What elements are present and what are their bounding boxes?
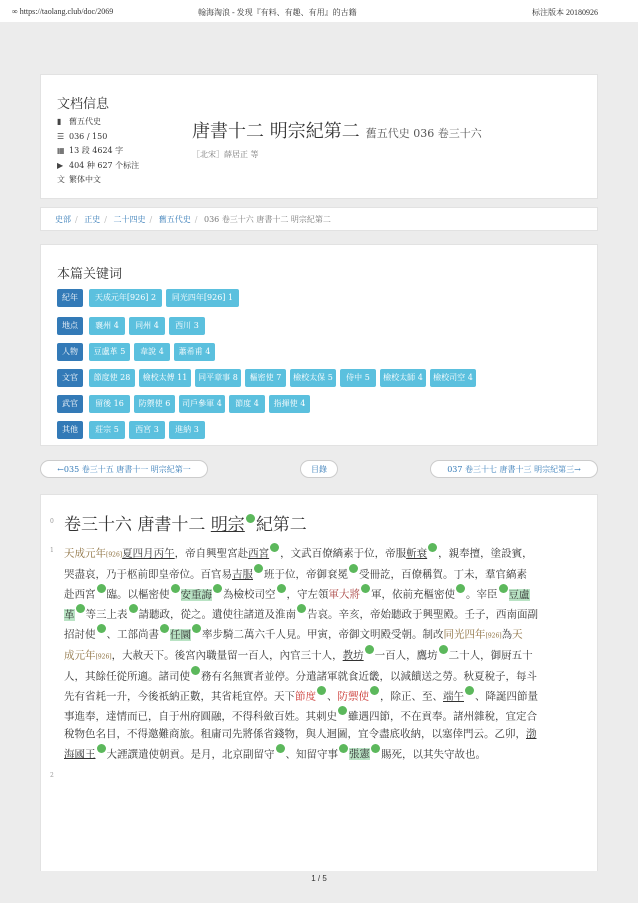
annotation-dot[interactable] [371, 744, 380, 753]
annotation-dot[interactable] [428, 543, 437, 552]
text-segment: 事進奉，達情而已，自于州府圓融，不得科斂百姓。其刺史 [64, 710, 337, 723]
annotated-term[interactable]: 防禦使 [337, 690, 369, 703]
text-segment: 、 [327, 690, 338, 703]
text-line [64, 645, 584, 666]
chapter-title: 卷三十六 唐書十二 明宗 紀第二 [64, 515, 307, 535]
keyword-tag[interactable]: 蕭希甫 4 [174, 343, 215, 361]
keyword-tag[interactable]: 西川 3 [169, 317, 205, 335]
annotation-dot[interactable] [277, 584, 286, 593]
annotated-term[interactable]: 軍大將 [328, 588, 360, 601]
annotated-term[interactable]: 教坊 [342, 649, 364, 662]
keywords-card [40, 244, 598, 446]
paragraph-number: 1 [50, 547, 54, 554]
grid-icon: ▦ [57, 146, 65, 155]
info-item-book: ▮ 舊五代史 [57, 115, 139, 130]
keyword-category[interactable]: 紀年 [57, 289, 83, 307]
annotation-dot[interactable] [349, 564, 358, 573]
text-segment: 、降誕四節量 [475, 690, 538, 703]
keyword-tag[interactable]: 檢校太師 4 [380, 369, 426, 387]
index-button[interactable]: 目錄 [300, 460, 338, 478]
text-segment: 率步騎二萬六千人見。甲寅，帝御文明殿受朝。制改 [202, 628, 444, 641]
keyword-row [57, 395, 587, 413]
text-line [64, 706, 584, 726]
version-label: 标注版本 20180926 [532, 8, 598, 17]
list-icon: ☰ [57, 131, 65, 141]
annotation-dot[interactable] [246, 514, 255, 523]
keyword-tag[interactable]: 莊宗 5 [89, 421, 125, 439]
text-line [64, 744, 584, 764]
text-segment: 告哀。辛亥，帝始聽政于興聖殿。壬子，西南面副 [307, 608, 538, 621]
keywords-heading: 本篇关键词 [57, 267, 123, 282]
annotated-term[interactable]: 成元年 [64, 649, 96, 662]
site-title: 翰海淘浪 - 发现『有料、有趣、有用』的古籍 [198, 8, 357, 17]
keyword-tag[interactable]: 豆盧革 5 [89, 343, 130, 361]
text-segment: 哭盡哀，乃于柩前即皇帝位。百官易 [64, 568, 232, 581]
annotation-dot[interactable] [439, 645, 448, 654]
text-segment: 人，其餘任從所適。諸司使 [64, 670, 190, 683]
text-segment: 臨。以樞密使 [106, 588, 170, 601]
text-segment: 先有省耗一升，今後祇納正數，其省耗宜停。天下 [64, 690, 295, 703]
text-line [64, 543, 584, 564]
keyword-tag[interactable]: 檢校太保 5 [290, 369, 336, 387]
text-segment: ，親奉擅，塗設賓， [438, 547, 533, 560]
text-line [64, 584, 584, 604]
keyword-tag[interactable]: 檢校司空 4 [430, 369, 476, 387]
keyword-tag[interactable]: 樞密使 7 [245, 369, 286, 387]
annotation-dot[interactable] [361, 584, 370, 593]
keyword-category[interactable]: 文官 [57, 369, 83, 387]
annotation-dot[interactable] [339, 744, 348, 753]
text-segment: 受冊訖，百僚稱賀。丁未，羣官縞素 [359, 568, 527, 581]
info-item-tags: ▶ 404 种 627 个标注 [57, 159, 139, 174]
keyword-tag[interactable]: 同平章事 8 [195, 369, 241, 387]
keyword-tag[interactable]: 節度 4 [229, 395, 265, 413]
breadcrumb-item[interactable]: 史部 [55, 215, 71, 224]
annotation-dot[interactable] [370, 686, 379, 695]
annotated-term[interactable]: 端午 [443, 690, 464, 703]
text-segment: 為檢校司空 [223, 588, 276, 601]
keyword-tag[interactable]: 襄州 4 [89, 317, 125, 335]
keyword-tag[interactable]: 防禦使 6 [134, 395, 175, 413]
breadcrumb-item[interactable]: 二十四史 [113, 215, 146, 224]
text-segment: 軍，依前充樞密使 [371, 588, 455, 601]
keyword-tag[interactable]: 節度使 28 [89, 369, 135, 387]
keyword-tag[interactable]: 侍中 5 [340, 369, 376, 387]
text-segment: 赴西宮 [64, 588, 96, 601]
keyword-tag[interactable]: 同州 4 [129, 317, 165, 335]
next-chapter-button[interactable]: 037 卷三十七 唐書十三 明宗紀第三→ [430, 460, 598, 478]
text-segment: ，大赦天下。後宮內職量留一百人，內官三十人， [111, 649, 343, 662]
text-segment: 賜死，以其失守故也。 [381, 748, 486, 760]
annotation-dot[interactable] [160, 624, 169, 633]
annotation-dot[interactable] [276, 744, 285, 753]
annotated-term[interactable]: 渤 [526, 728, 537, 740]
text-segment: 二十人，御厨五十 [448, 649, 533, 662]
keyword-category[interactable]: 其他 [57, 421, 83, 439]
annotated-term[interactable]: 西宮 [248, 547, 270, 560]
translate-icon: 文 [57, 175, 65, 184]
text-segment: 為 [501, 628, 513, 641]
text-segment: ，文武百僚縞素于位，帝服 [280, 547, 407, 560]
keyword-row [57, 317, 587, 335]
text-segment: 、知留守事 [285, 748, 338, 760]
person-link-mingzong[interactable]: 明宗 [210, 515, 245, 535]
annotation-dot[interactable] [338, 706, 347, 715]
author: ［北宋］薛居正 等 [192, 150, 259, 159]
text-segment: 雖遇四節，不在貢奉。諸州雜稅，宜定合 [348, 710, 537, 723]
annotated-term[interactable]: 斬衰 [406, 547, 428, 560]
info-list [57, 115, 139, 188]
annotation-dot[interactable] [270, 543, 279, 552]
annotated-term[interactable]: 張憲 [349, 748, 370, 760]
page-url[interactable]: ∞ https://taolang.club/doc/2069 [12, 7, 114, 16]
annotation-dot[interactable] [171, 584, 180, 593]
page-number: 1 / 5 [311, 874, 327, 883]
text-segment: 務有名無實者並停。分遣諸軍就食近畿，以減饋送之勞。秋夏稅子，每斗 [201, 670, 537, 683]
keyword-row [57, 289, 587, 307]
year-note: [926] [106, 551, 123, 559]
keyword-tag[interactable]: 司戶參軍 4 [179, 395, 225, 413]
annotated-term[interactable]: 豆盧 [508, 588, 530, 601]
text-line [64, 564, 584, 584]
keyword-row [57, 369, 587, 387]
prev-chapter-button[interactable]: ←035 卷三十五 唐書十一 明宗紀第一 [40, 460, 208, 478]
annotated-term[interactable]: 海國王 [64, 748, 96, 760]
keyword-tag[interactable]: 檢校太傅 11 [139, 369, 191, 387]
info-item-index: ☰ 036 / 150 [57, 130, 139, 145]
keyword-row [57, 343, 587, 361]
annotation-dot[interactable] [76, 604, 85, 613]
top-bar [0, 0, 638, 22]
text-segment: 班于位，帝御袞冕 [264, 568, 348, 581]
annotation-dot[interactable] [191, 666, 200, 675]
text-segment: 稅物色名目，不得邀難商旅。租庸司先將係省錢物，與人迴圖，宜令盡底收納，以塞倖門云。乙卯， [64, 728, 526, 740]
paragraph-number: 2 [50, 772, 54, 779]
keyword-category[interactable]: 地点 [57, 317, 83, 335]
annotated-term[interactable]: 夏四月丙午 [122, 547, 175, 560]
annotation-dot[interactable] [213, 584, 222, 593]
annotated-term[interactable]: 任圜 [170, 628, 191, 641]
keyword-tag[interactable]: 韋說 4 [134, 343, 170, 361]
annotation-dot[interactable] [97, 584, 106, 593]
text-segment: 大諲譔遣使朝貢。是月，北京副留守 [106, 748, 275, 760]
annotation-dot[interactable] [365, 645, 374, 654]
keyword-tag[interactable]: 進納 3 [169, 421, 205, 439]
year-note: [926] [485, 632, 502, 640]
annotation-dot[interactable] [129, 604, 138, 613]
text-segment: 等三上表 [85, 608, 128, 621]
annotation-dot[interactable] [465, 686, 474, 695]
annotation-dot[interactable] [297, 604, 306, 613]
keyword-tag[interactable]: 留後 16 [89, 395, 130, 413]
text-segment: 一百人，鷹坊 [374, 649, 438, 662]
text-segment: ，除正、至、 [380, 690, 443, 703]
annotation-dot[interactable] [317, 686, 326, 695]
annotation-dot[interactable] [97, 744, 106, 753]
annotation-dot[interactable] [97, 624, 106, 633]
annotated-term[interactable]: 同光四年 [443, 628, 486, 641]
breadcrumb-current: 036 卷三十六 唐書十二 明宗紀第二 [204, 215, 331, 224]
annotation-dot[interactable] [254, 564, 263, 573]
info-item-script: 文 繁体中文 [57, 173, 139, 188]
text-line [64, 666, 584, 686]
text-segment: ，帝自興聖宮赴 [174, 547, 249, 560]
info-item-count: ▦ 13 段 4624 字 [57, 144, 139, 159]
text-segment: 。宰臣 [466, 588, 498, 601]
keyword-category[interactable]: 武官 [57, 395, 83, 413]
annotated-term[interactable]: 吉服 [232, 568, 253, 581]
annotated-term[interactable]: 天成元年 [64, 547, 106, 560]
keyword-tag[interactable]: 指揮使 4 [269, 395, 310, 413]
book-icon: ▮ [57, 117, 62, 126]
info-heading: 文档信息 [57, 97, 110, 112]
breadcrumb-item[interactable]: 舊五代史 [158, 215, 191, 224]
text-segment: 請聽政，從之。遺使往諸道及淮南 [138, 608, 296, 621]
text-segment: ，守左領 [286, 588, 329, 601]
breadcrumb: 史部 / 正史 / 二十四史 / 舊五代史 / 036 卷三十六 唐書十二 明宗紀第二 [40, 207, 598, 231]
annotated-term[interactable]: 節度 [295, 690, 316, 703]
year-note: [926] [95, 653, 112, 661]
chapter-body [64, 543, 584, 764]
paragraph-number: 0 [50, 518, 54, 525]
text-segment: 、工部尚書 [106, 628, 159, 641]
text-line [64, 726, 584, 744]
keyword-tag[interactable]: 同光四年[926] 1 [166, 289, 239, 307]
annotation-dot[interactable] [192, 624, 201, 633]
annotated-term[interactable]: 安重誨 [180, 588, 212, 601]
text-line [64, 624, 584, 645]
text-segment: 招討使 [64, 628, 96, 641]
text-line [64, 686, 584, 706]
breadcrumb-item[interactable]: 正史 [84, 215, 101, 224]
annotation-dot[interactable] [456, 584, 465, 593]
text-line [64, 604, 584, 624]
keyword-tag[interactable]: 西宮 3 [129, 421, 165, 439]
page-title: 唐書十二 明宗紀第二 舊五代史 036 卷三十六 [192, 121, 482, 142]
tag-icon: ▶ [57, 160, 64, 170]
keyword-tag[interactable]: 天成元年[926] 2 [89, 289, 162, 307]
keyword-row [57, 421, 587, 439]
annotated-term[interactable]: 天 [512, 628, 523, 641]
keyword-category[interactable]: 人物 [57, 343, 83, 361]
annotation-dot[interactable] [499, 584, 508, 593]
annotated-term[interactable]: 革 [64, 608, 75, 621]
title-area [192, 117, 482, 160]
page-subtitle: 舊五代史 036 卷三十六 [365, 127, 482, 140]
